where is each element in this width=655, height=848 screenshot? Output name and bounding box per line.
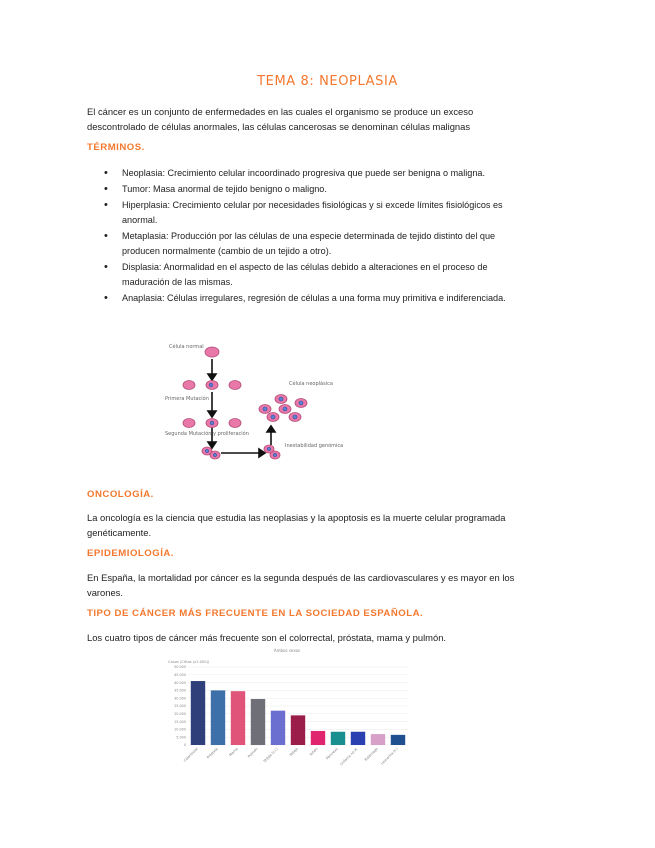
oncology-heading: ONCOLOGÍA. [87, 489, 154, 500]
term-item: • Anaplasia: Células irregulares, regresión de células a una forma muy primitiva e indiferenciada. [104, 291, 524, 306]
frequency-paragraph: Los cuatro tipos de cáncer más frecuente son el colorrectal, próstata, mama y pulmón. [87, 632, 447, 643]
term-item: • Tumor: Masa anormal de tejido benigno o maligno. [104, 182, 524, 197]
term-item: • Neoplasia: Crecimiento celular incoordinado progresiva que puede ser benigna o maligna. [104, 166, 524, 181]
x-tick-label: Estómago [363, 746, 379, 762]
label-second-mutation: Segunda Mutación y proliferación [165, 431, 249, 437]
chart-bar [191, 681, 205, 745]
y-tick-label: 40.000 [174, 680, 186, 685]
y-tick-label: 5.000 [176, 735, 186, 740]
x-tick-label: Pulmón [246, 746, 259, 759]
term-item: • Displasia: Anormalidad en el aspecto de las células debido a alteraciones en el proceso de maduración de las mismas. [104, 260, 524, 290]
label-neoplastic-cell: Célula neoplásica [289, 381, 333, 387]
label-genomic-instability: Inestabilidad genómica [285, 443, 344, 449]
neoplasia-diagram [155, 337, 350, 465]
x-tick-label: Próstata [206, 746, 219, 760]
y-tick-label: 10.000 [174, 727, 186, 732]
x-tick-label: Leucemia (t.) [379, 746, 399, 766]
x-tick-label: Riñón [309, 746, 319, 757]
chart-bar [351, 732, 365, 745]
chart-bar [371, 734, 385, 745]
terms-heading: TÉRMINOS. [87, 142, 145, 153]
y-tick-label: 15.000 [174, 719, 186, 724]
frequency-heading: TIPO DE CÁNCER MÁS FRECUENTE EN LA SOCIEDAD ESPAÑOLA. [87, 608, 424, 619]
epidemiology-paragraph: En España, la mortalidad por cáncer es la segunda después de las cardiovasculares y es mayor en los varones. [87, 572, 515, 598]
x-tick-label: Mama [228, 746, 239, 758]
label-normal-cell: Célula normal [169, 344, 204, 350]
y-tick-label: 20.000 [174, 712, 186, 716]
chart-bar [271, 711, 285, 745]
chart-bar [211, 690, 225, 745]
x-tick-label: Linfoma no H. [339, 746, 359, 767]
y-tick-label: 35.000 [174, 688, 186, 693]
x-tick-label: Páncreas [325, 746, 339, 761]
chart-bar [251, 699, 265, 745]
term-item: • Metaplasia: Producción por las células de una especie determinada de tejido distinto del que producen normalmente (cambio de un tejido a otro). [104, 229, 524, 259]
y-tick-label: 30.000 [174, 696, 186, 701]
y-tick-label: 0 [183, 743, 186, 748]
label-first-mutation: Primera Mutación [165, 396, 209, 402]
cancer-frequency-chart [162, 645, 412, 775]
chart-bar [331, 732, 345, 745]
chart-bar [311, 731, 325, 745]
x-tick-label: Vejiga [288, 746, 299, 757]
oncology-paragraph: La oncología es la ciencia que estudia las neoplasias y la apoptosis es la muerte celular programada genéticamente. [87, 512, 506, 538]
term-item: • Hiperplasia: Crecimiento celular por necesidades fisiológicas y si excede límites fisiológicos es anormal. [104, 198, 524, 228]
x-tick-label: Colorrectal [182, 746, 199, 763]
chart-bar [291, 715, 305, 745]
epidemiology-heading: EPIDEMIOLOGÍA. [87, 548, 174, 559]
intro-paragraph: El cáncer es un conjunto de enfermedades en las cuales el organismo se produce un exceso descontrolado de células anormales, las células cancerosas se denominan células malignas [87, 106, 474, 132]
chart-bar [391, 735, 405, 745]
chart-y-axis-label: Casos (Cifras (x1.000)) [168, 660, 210, 664]
y-tick-label: 25.000 [174, 704, 186, 709]
terms-list [104, 166, 524, 307]
y-tick-label: 45.000 [174, 673, 186, 677]
y-tick-label: 50.000 [174, 665, 186, 670]
x-tick-label: Vejiga (v.i.) [262, 746, 279, 764]
page-title: TEMA 8: NEOPLASIA [257, 74, 398, 89]
chart-title: Ambos sexos [273, 648, 301, 653]
chart-bar [231, 691, 245, 745]
